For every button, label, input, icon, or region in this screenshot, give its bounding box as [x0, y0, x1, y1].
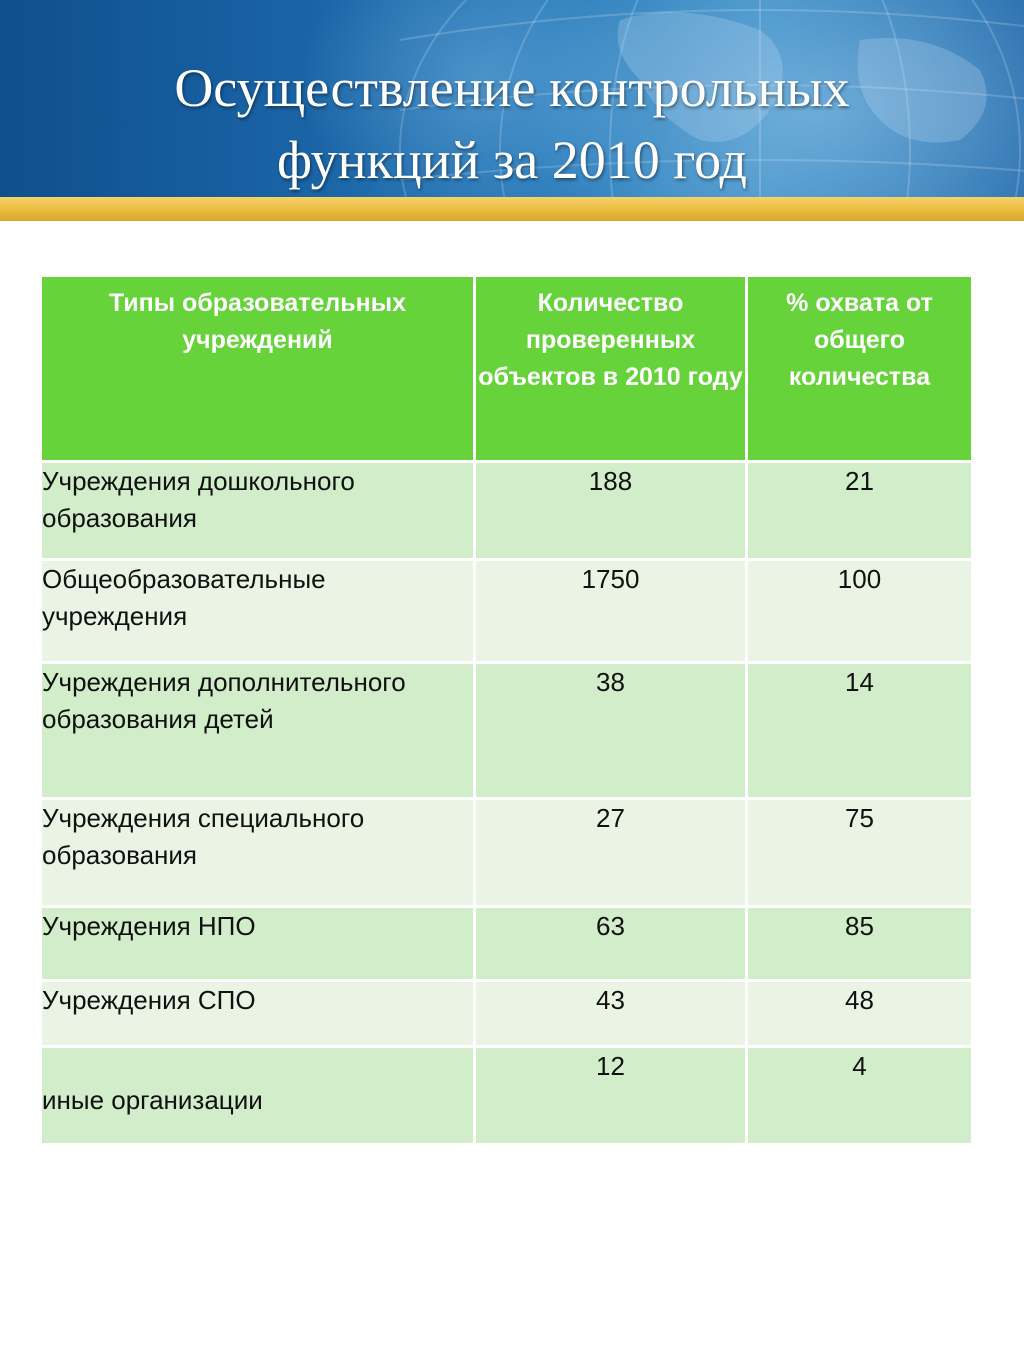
institution-type-cell: Учреждения специального образования [41, 799, 475, 907]
table-row [41, 981, 973, 1047]
institution-type-cell: Общеобразовательные учреждения [41, 560, 475, 663]
coverage-percent-cell: 85 [747, 907, 973, 981]
table-row [41, 560, 973, 663]
checked-count-cell: 27 [475, 799, 747, 907]
institution-type-cell: Учреждения дошкольного образования [41, 462, 475, 560]
column-header-type: Типы образовательных учреждений [41, 276, 475, 462]
institution-type-cell: Учреждения СПО [41, 981, 475, 1047]
table-row [41, 462, 973, 560]
title-line-1: Осуществление контрольных [174, 58, 850, 118]
checked-count-cell: 188 [475, 462, 747, 560]
inspection-table [39, 274, 974, 1146]
page-title [0, 52, 1024, 196]
institution-type-cell: Учреждения НПО [41, 907, 475, 981]
coverage-percent-cell: 21 [747, 462, 973, 560]
coverage-percent-cell: 48 [747, 981, 973, 1047]
coverage-percent-cell: 4 [747, 1047, 973, 1145]
institution-type-cell: Учреждения дополнительного образования детей [41, 663, 475, 799]
institution-type-cell: иные организации [41, 1047, 475, 1145]
table-header-row [41, 276, 973, 462]
title-banner [0, 0, 1024, 197]
column-header-count: Количество проверенных объектов в 2010 году [475, 276, 747, 462]
checked-count-cell: 12 [475, 1047, 747, 1145]
table-row [41, 907, 973, 981]
coverage-percent-cell: 14 [747, 663, 973, 799]
checked-count-cell: 43 [475, 981, 747, 1047]
table-row [41, 1047, 973, 1145]
checked-count-cell: 38 [475, 663, 747, 799]
table-row [41, 799, 973, 907]
gold-divider-stripe [0, 197, 1024, 221]
table-row [41, 663, 973, 799]
coverage-percent-cell: 100 [747, 560, 973, 663]
column-header-percent: % охвата от общего количества [747, 276, 973, 462]
checked-count-cell: 63 [475, 907, 747, 981]
checked-count-cell: 1750 [475, 560, 747, 663]
coverage-percent-cell: 75 [747, 799, 973, 907]
title-line-2: функций за 2010 год [277, 130, 747, 190]
